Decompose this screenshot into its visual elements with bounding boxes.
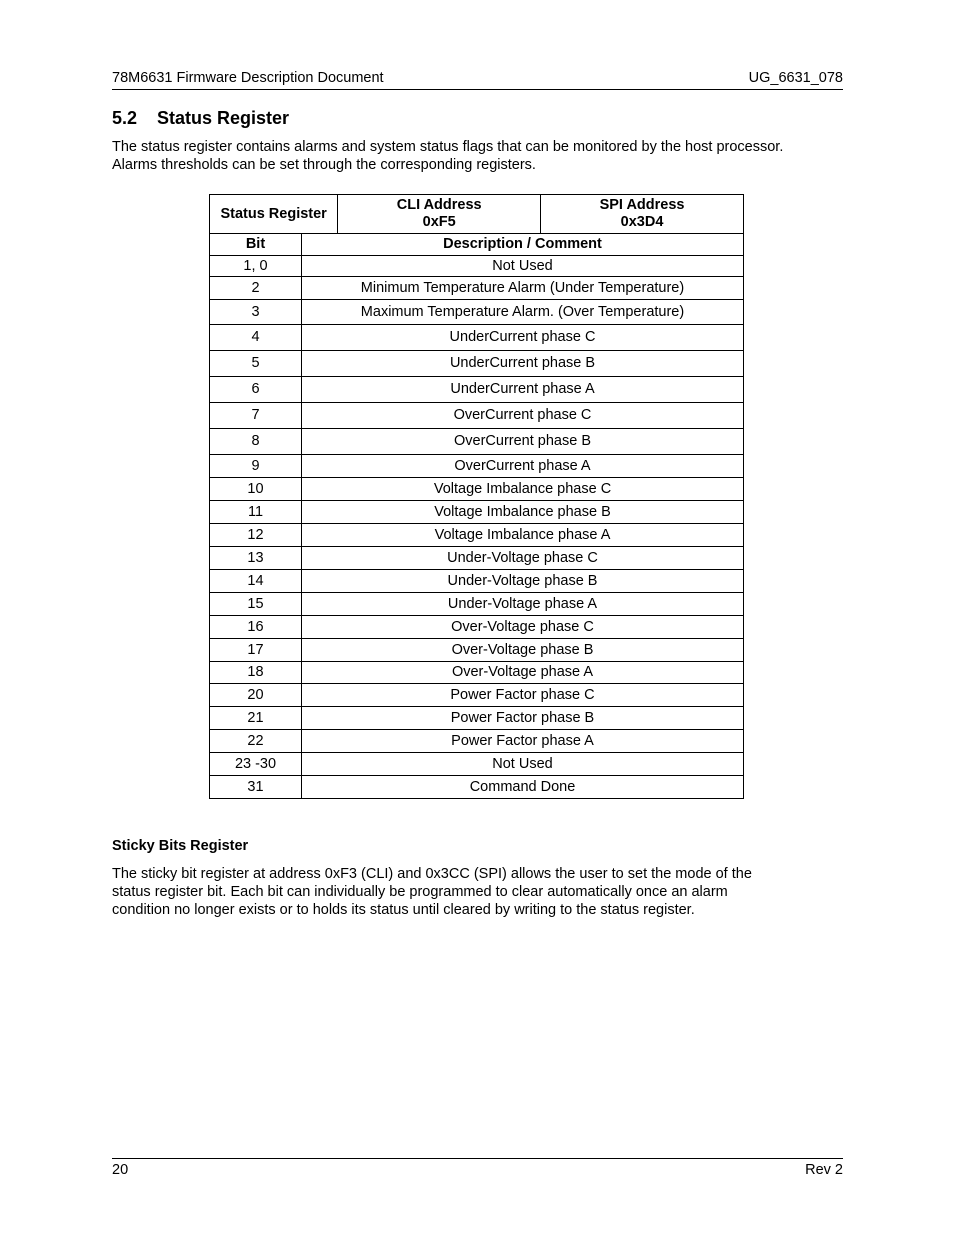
- bit-cell: 8: [210, 429, 302, 455]
- bit-cell: 31: [210, 776, 302, 799]
- table-row: [210, 753, 744, 776]
- table-row: [210, 776, 744, 799]
- description-cell: Not Used: [302, 753, 744, 776]
- bit-cell: 13: [210, 547, 302, 570]
- bit-cell: 23 -30: [210, 753, 302, 776]
- bit-cell: 1, 0: [210, 256, 302, 277]
- cli-address-header: [338, 195, 541, 234]
- cli-address-value: 0xF5: [422, 214, 456, 230]
- description-cell: Maximum Temperature Alarm. (Over Temperature): [302, 300, 744, 325]
- description-cell: Minimum Temperature Alarm (Under Temperature): [302, 277, 744, 300]
- description-cell: Not Used: [302, 256, 744, 277]
- bit-column-header: Bit: [210, 234, 302, 256]
- page-footer: [112, 1158, 843, 1181]
- table-row: [210, 684, 744, 707]
- table-row: [210, 277, 744, 300]
- cli-address-label: CLI Address: [396, 197, 482, 213]
- bit-cell: 7: [210, 403, 302, 429]
- table-row: [210, 351, 744, 377]
- table-row: [210, 256, 744, 277]
- intro-paragraph: [112, 138, 847, 174]
- description-cell: OverCurrent phase A: [302, 455, 744, 478]
- bit-cell: 5: [210, 351, 302, 377]
- status-register-table: [209, 194, 744, 799]
- description-cell: UnderCurrent phase C: [302, 325, 744, 351]
- bit-cell: 15: [210, 593, 302, 616]
- sticky-line: status register bit. Each bit can individually be programmed to clear automatically once an alarm: [112, 884, 728, 900]
- description-cell: Power Factor phase B: [302, 707, 744, 730]
- page-number: 20: [112, 1162, 129, 1178]
- table-row: [210, 300, 744, 325]
- bit-cell: 20: [210, 684, 302, 707]
- document-title: 78M6631 Firmware Description Document: [112, 70, 384, 86]
- bit-cell: 17: [210, 639, 302, 662]
- table-row: [210, 501, 744, 524]
- page-header: [112, 69, 843, 90]
- description-cell: Voltage Imbalance phase A: [302, 524, 744, 547]
- table-row: [210, 403, 744, 429]
- table-row: [210, 455, 744, 478]
- bit-cell: 10: [210, 478, 302, 501]
- description-cell: OverCurrent phase B: [302, 429, 744, 455]
- description-cell: UnderCurrent phase A: [302, 377, 744, 403]
- sticky-line: The sticky bit register at address 0xF3 (CLI) and 0x3CC (SPI) allows the user to set the mode of the: [112, 866, 752, 882]
- bit-cell: 16: [210, 616, 302, 639]
- description-cell: Voltage Imbalance phase C: [302, 478, 744, 501]
- description-cell: UnderCurrent phase B: [302, 351, 744, 377]
- bit-cell: 2: [210, 277, 302, 300]
- description-cell: Under-Voltage phase B: [302, 570, 744, 593]
- bit-cell: 14: [210, 570, 302, 593]
- table-row: [210, 570, 744, 593]
- table-row: [210, 524, 744, 547]
- description-cell: OverCurrent phase C: [302, 403, 744, 429]
- bit-cell: 12: [210, 524, 302, 547]
- table-header-row: [210, 195, 744, 234]
- section-heading: [112, 108, 289, 129]
- description-column-header: Description / Comment: [302, 234, 744, 256]
- spi-address-header: [541, 195, 744, 234]
- bit-cell: 4: [210, 325, 302, 351]
- description-cell: Over-Voltage phase B: [302, 639, 744, 662]
- sticky-bits-heading: Sticky Bits Register: [112, 838, 249, 854]
- table-row: [210, 429, 744, 455]
- description-cell: Over-Voltage phase C: [302, 616, 744, 639]
- table-row: [210, 662, 744, 684]
- bit-cell: 21: [210, 707, 302, 730]
- table-row: [210, 325, 744, 351]
- revision: Rev 2: [805, 1162, 843, 1178]
- table-row: [210, 616, 744, 639]
- description-cell: Under-Voltage phase C: [302, 547, 744, 570]
- description-cell: Command Done: [302, 776, 744, 799]
- sticky-line: condition no longer exists or to holds its status until cleared by writing to the status register.: [112, 902, 695, 918]
- section-title: Status Register: [157, 108, 290, 128]
- document-code: UG_6631_078: [748, 70, 843, 86]
- register-name-header: Status Register: [210, 195, 338, 234]
- intro-line: Alarms thresholds can be set through the corresponding registers.: [112, 157, 536, 173]
- bit-cell: 9: [210, 455, 302, 478]
- description-cell: Power Factor phase C: [302, 684, 744, 707]
- bit-cell: 6: [210, 377, 302, 403]
- description-cell: Voltage Imbalance phase B: [302, 501, 744, 524]
- description-cell: Power Factor phase A: [302, 730, 744, 753]
- table-row: [210, 639, 744, 662]
- bit-cell: 11: [210, 501, 302, 524]
- intro-line: The status register contains alarms and system status flags that can be monitored by the host processor.: [112, 139, 784, 155]
- column-header-row: [210, 234, 744, 256]
- description-cell: Under-Voltage phase A: [302, 593, 744, 616]
- table-row: [210, 730, 744, 753]
- bit-cell: 22: [210, 730, 302, 753]
- table-row: [210, 707, 744, 730]
- table-row: [210, 478, 744, 501]
- spi-address-value: 0x3D4: [620, 214, 664, 230]
- spi-address-label: SPI Address: [599, 197, 685, 213]
- bit-cell: 18: [210, 662, 302, 684]
- table-row: [210, 547, 744, 570]
- description-cell: Over-Voltage phase A: [302, 662, 744, 684]
- table-row: [210, 593, 744, 616]
- section-number: 5.2: [112, 108, 138, 128]
- sticky-bits-paragraph: [112, 865, 847, 919]
- bit-cell: 3: [210, 300, 302, 325]
- table-row: [210, 377, 744, 403]
